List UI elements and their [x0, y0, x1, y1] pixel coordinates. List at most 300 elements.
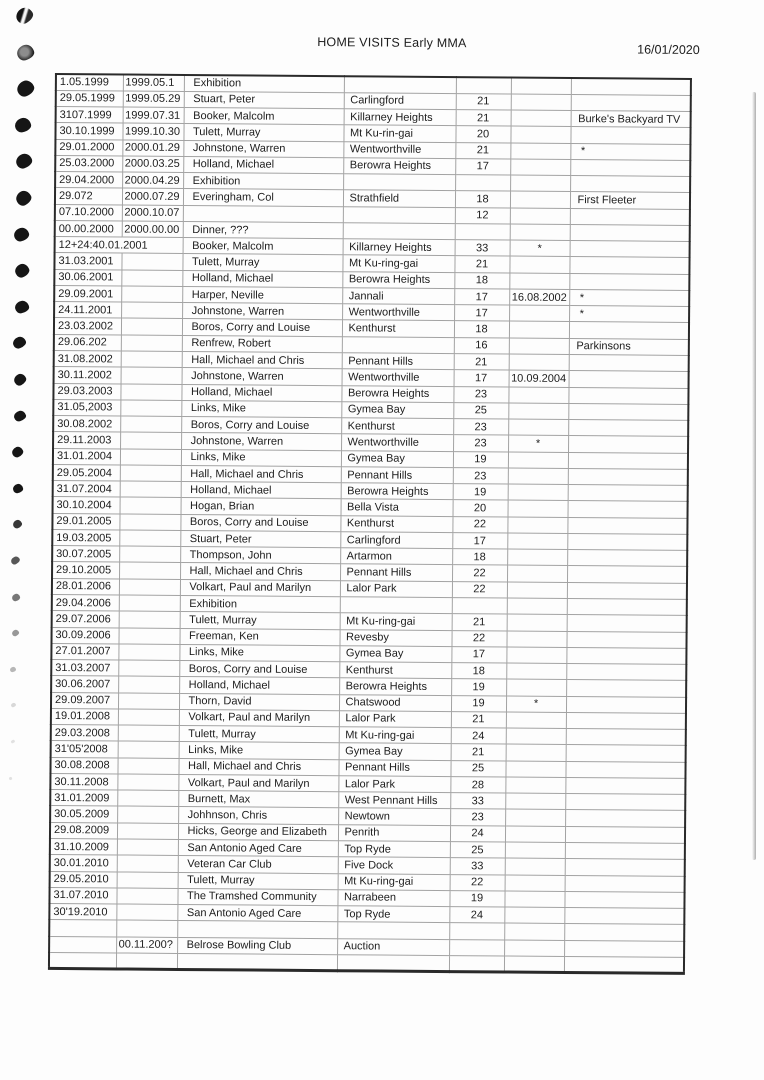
- cell-date2-text: 2000.10.07: [124, 206, 180, 220]
- cell-extra-date: [505, 809, 565, 826]
- cell-count: [453, 419, 508, 436]
- cell-notes: [571, 111, 691, 128]
- cell-location: [342, 304, 454, 321]
- cell-date2-text: 1999.05.29: [125, 92, 181, 106]
- cell-date2: [122, 156, 183, 173]
- cell-location: [341, 402, 453, 419]
- cell-name: [178, 856, 338, 874]
- cell-name: [178, 791, 338, 809]
- cell-date2: [118, 693, 179, 710]
- cell-location: [338, 841, 450, 858]
- cell-count-text: 18: [473, 551, 486, 564]
- cell-name: [179, 644, 339, 662]
- cell-date2: [122, 221, 183, 238]
- cell-name-text: Hall, Michael and Chris: [190, 467, 304, 481]
- cell-date1-text: 29.08.2009: [53, 824, 110, 837]
- cell-extra-date: [506, 728, 566, 745]
- cell-date1: [50, 822, 117, 839]
- cell-location: [340, 548, 452, 565]
- cell-name-text: Hall, Michael and Chris: [187, 760, 302, 774]
- cell-date1-text: 28.01.2006: [55, 580, 112, 593]
- cell-date1-text: 29.05.2010: [53, 873, 109, 886]
- cell-name-text: The Tramshed Community: [186, 890, 317, 904]
- cell-name: [181, 400, 341, 418]
- cell-notes: [566, 712, 686, 729]
- cell-name-text: Holland, Michael: [192, 158, 275, 172]
- cell-extra-date: [509, 370, 569, 387]
- cell-notes: [567, 550, 687, 567]
- cell-date2: [118, 725, 179, 742]
- cell-location-text: Strathfield: [349, 192, 400, 205]
- cell-notes-text: *: [580, 145, 586, 158]
- cell-count-text: 20: [476, 128, 490, 141]
- cell-count-text: 28: [471, 778, 485, 791]
- cell-count: [455, 207, 510, 224]
- cell-name-text: Booker, Malcolm: [192, 239, 274, 253]
- cell-date2: [123, 91, 184, 108]
- cell-date2: [119, 562, 180, 579]
- cell-name: [183, 140, 343, 158]
- cell-name-text: Tulett, Murray: [192, 125, 261, 139]
- cell-extra-date: [509, 289, 569, 306]
- cell-count: [455, 191, 510, 208]
- cell-notes: [565, 777, 685, 794]
- cell-name-text: Johnstone, Warren: [191, 304, 285, 318]
- cell-location-text: Berowra Heights: [348, 273, 431, 287]
- cell-date1-text: 12+24:40.01.2001: [58, 238, 148, 252]
- cell-count-text: 21: [477, 95, 490, 108]
- cell-date2: [116, 953, 177, 970]
- cell-date2: [118, 644, 179, 661]
- cell-count-text: 17: [475, 290, 488, 303]
- cell-notes: [566, 664, 686, 681]
- cell-date1-text: 31'05'2008: [54, 742, 108, 756]
- cell-notes: [567, 533, 687, 550]
- cell-location-text: Gymea Bay: [347, 452, 405, 465]
- cell-notes-text: Parkinsons: [576, 340, 631, 353]
- cell-location-text: Wentworthville: [347, 436, 419, 449]
- cell-count-text: 19: [474, 486, 487, 499]
- cell-count: [452, 516, 507, 533]
- cell-location: [337, 922, 449, 939]
- cell-date1-text: 29.06.202: [57, 336, 107, 349]
- cell-date2: [121, 335, 182, 352]
- cell-count: [455, 175, 510, 192]
- cell-date1: [53, 432, 120, 449]
- cell-date1: [53, 416, 120, 433]
- cell-name: [183, 156, 343, 174]
- cell-name: [182, 303, 342, 321]
- cell-name-text: Links, Mike: [190, 451, 246, 464]
- cell-count-text: 22: [473, 583, 486, 596]
- cell-date1: [52, 562, 119, 579]
- cell-name: [183, 124, 343, 142]
- cell-location: [341, 467, 453, 484]
- cell-location: [341, 418, 453, 435]
- cell-date1: [54, 302, 121, 319]
- cell-extra-date: [511, 94, 571, 111]
- cell-notes: [565, 810, 685, 827]
- cell-date2: [120, 384, 181, 401]
- cell-date1-text: 29.10.2005: [56, 564, 112, 577]
- cell-location: [339, 727, 451, 744]
- cell-location-text: Lalor Park: [345, 712, 396, 726]
- cell-location: [341, 450, 453, 467]
- cell-count: [450, 858, 505, 875]
- cell-date2: [120, 465, 181, 482]
- cell-notes: [568, 468, 688, 485]
- cell-name: [179, 709, 339, 727]
- cell-count: [455, 142, 510, 159]
- cell-notes: [569, 338, 689, 355]
- cell-location-text: Wentworthville: [349, 143, 422, 157]
- cell-extra-date: [508, 452, 568, 469]
- cell-notes: [565, 794, 685, 811]
- cell-location: [343, 174, 455, 191]
- cell-count-text: 18: [475, 274, 489, 287]
- cell-date1-text: 1.05.1999: [59, 76, 109, 89]
- cell-extra-date: [510, 126, 570, 143]
- cell-count-text: 12: [476, 209, 489, 222]
- cell-extra-date: [510, 208, 570, 225]
- cell-extra-date: [508, 403, 568, 420]
- cell-extra-date: [507, 582, 567, 599]
- cell-name-text: Tulett, Murray: [191, 256, 260, 269]
- cell-notes: [564, 924, 684, 941]
- cell-name: [181, 465, 341, 483]
- cell-date1-text: 31.03.2007: [55, 661, 111, 675]
- cell-location: [341, 385, 453, 402]
- cell-location-text: Chatswood: [345, 696, 401, 709]
- cell-notes: [565, 875, 685, 892]
- cell-extra-date: [510, 143, 570, 160]
- cell-date1: [56, 74, 123, 91]
- cell-name-text: Boros, Corry and Louise: [189, 516, 309, 530]
- cell-extra-date: [506, 647, 566, 664]
- cell-extra-date: [511, 78, 571, 95]
- cell-date2: [120, 497, 181, 514]
- cell-name-text: Holland, Michael: [188, 678, 271, 692]
- cell-notes-text: *: [579, 291, 585, 304]
- cell-count-text: 17: [476, 160, 489, 173]
- cell-date1: [55, 237, 183, 254]
- cell-date1-text: 29.07.2006: [55, 612, 111, 626]
- cell-date2: [117, 758, 178, 775]
- cell-notes: [569, 273, 689, 290]
- cell-name: [183, 189, 343, 207]
- cell-notes: [571, 94, 691, 111]
- cell-count: [452, 598, 507, 615]
- cell-date1-text: 30.11.2008: [54, 775, 109, 788]
- cell-location-text: Jannali: [348, 289, 384, 303]
- cell-date1: [51, 643, 118, 660]
- cell-date1: [53, 481, 120, 498]
- cell-location-text: Mt Ku-ring-gai: [345, 729, 415, 742]
- cell-count: [453, 467, 508, 484]
- cell-notes: [566, 647, 686, 664]
- cell-location-text: Auction: [343, 940, 381, 953]
- cell-name-text: Hicks, George and Elizabeth: [187, 825, 327, 839]
- cell-name: [180, 547, 340, 565]
- cell-location-text: Artarmon: [346, 550, 392, 563]
- cell-notes: [569, 322, 689, 339]
- cell-date2: [117, 855, 178, 872]
- cell-location-text: Newtown: [344, 810, 390, 823]
- cell-name: [181, 433, 341, 451]
- cell-extra-date: [509, 256, 569, 273]
- cell-extra-date: [508, 435, 568, 452]
- cell-date2-text: 2000.03.25: [124, 157, 180, 171]
- cell-date1: [52, 513, 119, 530]
- cell-name: [179, 661, 339, 679]
- cell-date2: [122, 188, 183, 205]
- cell-extra-date: [508, 484, 568, 501]
- cell-date2: [119, 611, 180, 628]
- cell-location: [339, 646, 451, 663]
- cell-notes: [565, 826, 685, 843]
- cell-name-text: Thorn, David: [188, 695, 252, 708]
- cell-extra-date: [506, 663, 566, 680]
- cell-count-text: 25: [471, 843, 484, 856]
- cell-name: [183, 205, 343, 223]
- cell-count-text: 23: [474, 388, 488, 401]
- cell-extra-date: [505, 842, 565, 859]
- cell-count: [451, 646, 506, 663]
- cell-name: [180, 563, 340, 581]
- cell-location: [337, 955, 449, 972]
- cell-count-text: 23: [474, 469, 487, 482]
- cell-location: [340, 597, 452, 614]
- cell-count-text: 21: [471, 746, 485, 759]
- cell-location-text: Wentworthville: [348, 306, 420, 319]
- cell-date1: [49, 936, 116, 953]
- cell-name: [182, 286, 342, 304]
- cell-name-text: Holland, Michael: [190, 386, 273, 399]
- cell-extra-date: [507, 533, 567, 550]
- cell-extra-date-text: *: [537, 242, 542, 255]
- cell-location-text: Pennant Hills: [347, 468, 413, 482]
- cell-location-text: Kenthurst: [347, 419, 395, 433]
- cell-count: [455, 240, 510, 257]
- cell-date1-text: 30.10.1999: [59, 124, 115, 138]
- cell-count-text: 16: [475, 339, 488, 352]
- cell-extra-date: [511, 110, 571, 127]
- cell-date1: [56, 90, 123, 107]
- cell-count: [450, 874, 505, 891]
- cell-location-text: Lalor Park: [344, 777, 396, 791]
- cell-location: [337, 938, 449, 955]
- cell-date1: [54, 253, 121, 270]
- cell-notes-text: Burke's Backyard TV: [578, 112, 681, 126]
- cell-notes: [569, 289, 689, 306]
- cell-date2: [123, 107, 184, 124]
- cell-date2: [119, 546, 180, 563]
- cell-count: [450, 809, 505, 826]
- cell-notes: [568, 501, 688, 518]
- cell-count: [452, 533, 507, 550]
- cell-count: [451, 630, 506, 647]
- cell-location-text: Wentworthville: [348, 371, 420, 384]
- cell-extra-date: [510, 191, 570, 208]
- report-date: 16/01/2020: [637, 42, 700, 58]
- cell-location: [340, 532, 452, 549]
- cell-count: [450, 777, 505, 794]
- cell-date1: [51, 676, 118, 693]
- cell-notes: [565, 842, 685, 859]
- cell-name: [178, 774, 338, 792]
- cell-count: [453, 484, 508, 501]
- cell-count: [455, 126, 510, 143]
- cell-count-text: 18: [472, 664, 485, 678]
- cell-count: [454, 321, 509, 338]
- cell-notes: [568, 436, 688, 453]
- cell-name: [178, 839, 338, 857]
- page-edge-shadow: [752, 92, 756, 860]
- cell-date1: [51, 708, 118, 725]
- cell-extra-date: [507, 598, 567, 615]
- cell-extra-date: [508, 500, 568, 517]
- cell-count-text: 24: [471, 827, 484, 840]
- cell-location-text: Mt Ku-ring-gai: [348, 257, 419, 270]
- cell-location: [342, 336, 454, 353]
- cell-date2: [121, 270, 182, 287]
- cell-count: [452, 614, 507, 631]
- cell-name: [177, 937, 337, 955]
- cell-date1: [55, 155, 122, 172]
- cell-name: [184, 91, 344, 109]
- cell-count-text: 21: [472, 713, 485, 726]
- cell-date1-text: 30.06.2001: [58, 271, 114, 284]
- cell-date1: [51, 627, 118, 644]
- cell-name: [180, 514, 340, 532]
- cell-extra-date: [509, 273, 569, 290]
- cell-date1: [52, 529, 119, 546]
- cell-date1-text: 30.08.2008: [54, 759, 110, 772]
- cell-notes: [569, 306, 689, 323]
- cell-notes: [565, 761, 685, 778]
- cell-extra-date: [505, 793, 565, 810]
- cell-location-text: Mt Ku-rin-gai: [349, 127, 414, 140]
- cell-location-text: Narrabeen: [343, 891, 397, 905]
- cell-notes: [567, 517, 687, 534]
- cell-name-text: Freeman, Ken: [189, 630, 259, 643]
- cell-name: [182, 270, 342, 288]
- cell-count-text: 22: [470, 876, 484, 889]
- cell-date1-text: 31.07.2004: [56, 482, 112, 496]
- cell-count: [453, 386, 508, 403]
- cell-count: [455, 158, 510, 175]
- cell-name-text: San Antonio Aged Care: [186, 906, 302, 920]
- cell-extra-date: [504, 923, 564, 940]
- cell-date2-text: 1999.10.30: [124, 125, 181, 138]
- cell-count-text: 22: [473, 567, 486, 580]
- cell-date1: [51, 741, 118, 758]
- cell-extra-date: [506, 744, 566, 761]
- cell-location-text: Berowra Heights: [349, 159, 432, 173]
- cell-extra-date: [510, 159, 570, 176]
- cell-extra-date: [508, 419, 568, 436]
- cell-date1: [49, 952, 116, 969]
- cell-date2-text: 1999.05.1: [125, 76, 175, 90]
- cell-extra-date: [506, 712, 566, 729]
- cell-date2: [117, 839, 178, 856]
- cell-date1-text: 24.11.2001: [58, 303, 113, 317]
- cell-date2: [121, 253, 182, 270]
- cell-notes: [565, 859, 685, 876]
- cell-count: [456, 77, 511, 94]
- visits-table-body: [49, 74, 691, 974]
- cell-location: [344, 92, 456, 109]
- cell-count-text: 17: [475, 307, 488, 320]
- cell-location-text: Mt Ku-ring-gai: [344, 875, 414, 888]
- cell-location-text: Revesby: [346, 631, 389, 644]
- cell-name: [184, 75, 344, 93]
- cell-name: [180, 595, 340, 613]
- cell-name-text: Johhnson, Chris: [187, 809, 268, 822]
- cell-notes: [569, 257, 689, 274]
- cell-name: [184, 108, 344, 126]
- cell-date2-text: 2000.00.00: [124, 223, 180, 236]
- cell-extra-date: [507, 614, 567, 631]
- cell-count-text: 19: [470, 892, 484, 905]
- cell-extra-date-text: 10.09.2004: [511, 372, 567, 385]
- cell-name: [183, 221, 343, 239]
- cell-date1-text: 29.04.2006: [55, 596, 111, 610]
- cell-date1-text: 30.11.2002: [57, 368, 112, 382]
- cell-date2: [119, 579, 180, 596]
- cell-extra-date-text: *: [535, 437, 541, 450]
- cell-date2: [122, 123, 183, 140]
- cell-date2: [116, 904, 177, 921]
- cell-notes: [566, 631, 686, 648]
- cell-count: [454, 305, 509, 322]
- cell-count: [450, 842, 505, 859]
- cell-notes: [566, 680, 686, 697]
- cell-name: [183, 238, 343, 256]
- cell-location: [339, 711, 451, 728]
- cell-name: [182, 319, 342, 337]
- cell-extra-date: [510, 175, 570, 192]
- cell-location: [338, 792, 450, 809]
- cell-count: [449, 955, 504, 972]
- cell-count-text: 33: [471, 795, 484, 808]
- cell-count: [454, 272, 509, 289]
- cell-notes: [567, 598, 687, 615]
- cell-date2: [121, 318, 182, 335]
- cell-name-text: Burnett, Max: [187, 792, 251, 806]
- cell-name: [177, 888, 337, 906]
- cell-name-text: Hogan, Brian: [190, 500, 255, 513]
- cell-date1-text: 00.00.2000: [58, 222, 114, 235]
- cell-extra-date-text: 16.08.2002: [511, 291, 567, 304]
- cell-name-text: Exhibition: [192, 174, 241, 188]
- cell-count: [452, 549, 507, 566]
- cell-count: [452, 581, 507, 598]
- cell-date1-text: 31.01.2004: [56, 450, 113, 463]
- cell-name: [178, 758, 338, 776]
- cell-date1-text: 31.01.2009: [54, 791, 110, 805]
- cell-name: [179, 628, 339, 646]
- cell-date1: [54, 367, 121, 384]
- cell-extra-date: [509, 322, 569, 339]
- cell-date2: [122, 205, 183, 222]
- cell-date2: [122, 172, 183, 189]
- cell-name: [182, 351, 342, 369]
- cell-extra-date-text: *: [533, 697, 539, 710]
- cell-date1: [49, 920, 116, 937]
- cell-date1-text: 30.07.2005: [56, 547, 112, 561]
- cell-name-text: Booker, Malcolm: [193, 109, 275, 123]
